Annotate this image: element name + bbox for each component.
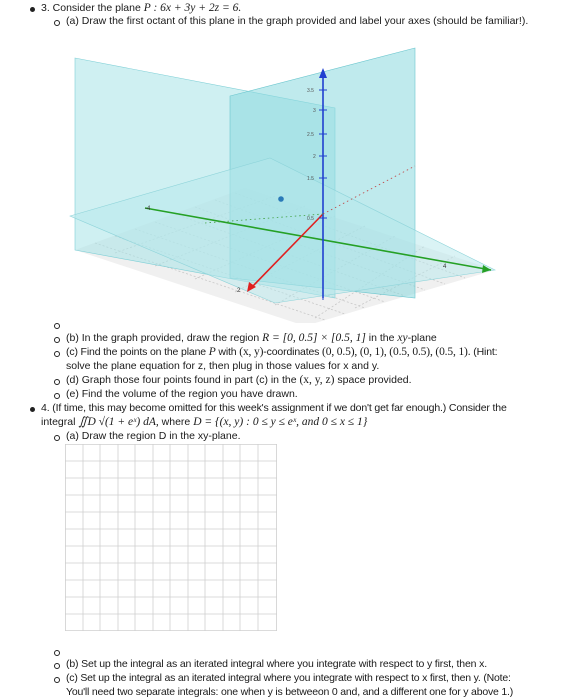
q3b-text: (b) In the graph provided, draw the region R = [0, 0.5] × [0.5, 1] in the xy-plane [66, 332, 437, 344]
q4-bullet [30, 407, 35, 412]
z-tick-label-3: 3 [313, 108, 316, 114]
z-tick-label-2: 2 [313, 154, 316, 160]
q3c-bullet [54, 351, 60, 357]
q4-empty-bullet [54, 650, 60, 656]
q3e-text: (e) Find the volume of the region you have drawn. [66, 388, 298, 400]
q3c-text-line1: (c) Find the points on the plane P with (x, y)-coordinates (0, 0.5), (0, 1), (0.5, 0.5), (0.5, 1). (Hint: [66, 346, 498, 358]
q4b-bullet [54, 663, 60, 669]
plane-equation: P : 6x + 3y + 2z = 6. [143, 2, 242, 14]
z-tick-label-1.5: 1.5 [307, 176, 314, 182]
q4c-text-line1: (c) Set up the integral as an iterated integral where you integrate with respect to x first, then y. (Note: [66, 672, 511, 684]
q3a-bullet [54, 20, 60, 26]
y-tick-label-4: 4 [443, 264, 447, 270]
q3b-bullet [54, 337, 60, 343]
x-tick-label-2: 2 [237, 288, 241, 294]
q4c-text-line2: You'll need two separate integrals: one when y is betweeon 0 and, and a different one for y above 1.) [66, 686, 514, 698]
graph-3d [55, 38, 515, 323]
q3-bullet [30, 7, 35, 12]
x-tick-label-neg4: -4 [145, 206, 151, 212]
q4b-text: (b) Set up the integral as an iterated integral where you integrate with respect to y first, then x. [66, 658, 487, 670]
q4-integral-line: integral ∬D √(1 + eˣ) dA, where D = {(x, y) : 0 ≤ y ≤ eˣ, and 0 ≤ x ≤ 1} [41, 416, 368, 428]
q3e-bullet [54, 393, 60, 399]
z-tick-label-3.5: 3.5 [307, 88, 314, 94]
q3-empty-bullet [54, 323, 60, 329]
domain-D: D = {(x, y) : 0 ≤ y ≤ eˣ, and 0 ≤ x ≤ 1} [193, 416, 368, 428]
plane-points: (0, 0.5), (0, 1), (0.5, 0.5), (0.5, 1). [322, 346, 471, 358]
z-tick-label-2.5: 2.5 [307, 132, 314, 138]
q4-header: 4. (If time, this may become omitted for this week's assignment if we don't get far enough.) Consider the [41, 402, 507, 414]
q4c-bullet [54, 677, 60, 683]
q3-header: 3. Consider the plane P : 6x + 3y + 2z = 6. [41, 2, 242, 14]
q4a-text: (a) Draw the region D in the xy-plane. [66, 430, 241, 442]
integral-expression: ∬D √(1 + eˣ) dA, [78, 416, 159, 428]
q4a-bullet [54, 435, 60, 441]
region-R: R = [0, 0.5] × [0.5, 1] [262, 332, 366, 344]
q3d-bullet [54, 379, 60, 385]
q3c-text-line2: solve the plane equation for z, then plug in those values for x and y. [66, 360, 380, 372]
z-tick-label-0.5: 0.5 [307, 216, 314, 222]
plotted-point [278, 196, 284, 202]
empty-grid [65, 444, 277, 631]
q3a-text: (a) Draw the first octant of this plane in the graph provided and label your axes (should be familiar!). [66, 15, 529, 27]
q3d-text: (d) Graph those four points found in part (c) in the (x, y, z) space provided. [66, 374, 412, 386]
